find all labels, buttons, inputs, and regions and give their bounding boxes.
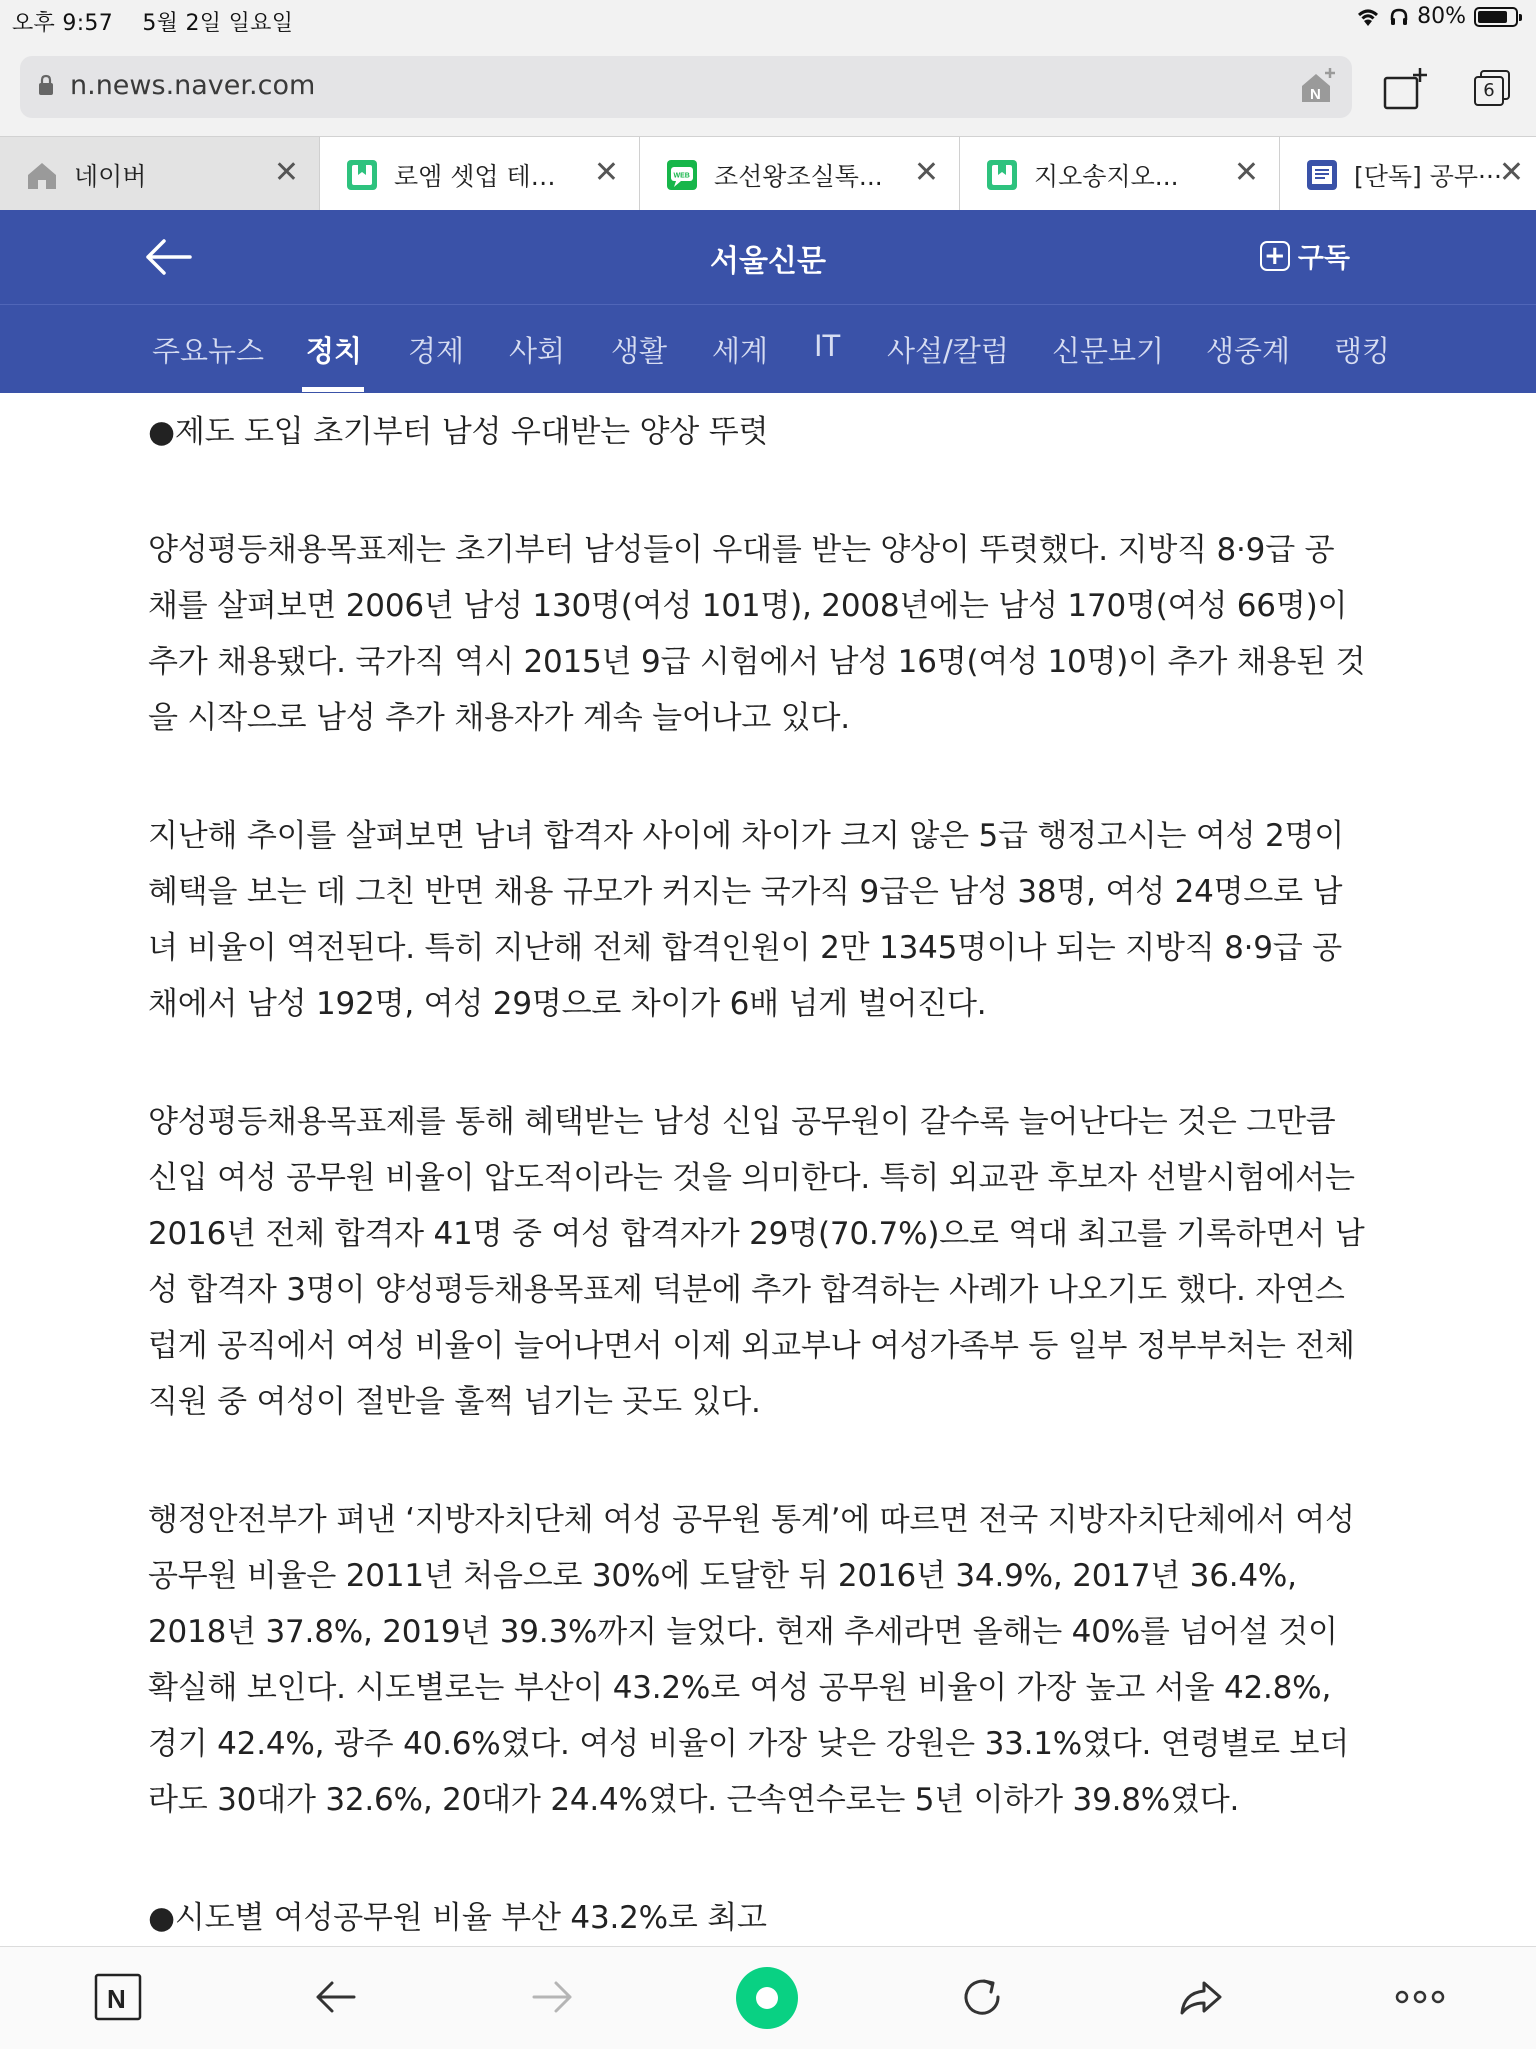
subscribe-label: 구독 [1297,243,1350,274]
paragraph-line: 지난해 추이를 살펴보면 남녀 합격자 사이에 차이가 크지 않은 5급 행정고시는 여성 2명이 [148,818,1345,854]
paragraph [148,522,1408,746]
close-icon[interactable]: ✕ [913,155,939,190]
paragraph-line: 채에서 남성 192명, 여성 29명으로 차이가 6배 넘게 벌어진다. [148,986,987,1022]
new-tab-icon[interactable] [1382,66,1430,114]
battery-percent: 80% [1417,4,1466,29]
tab-count: 6 [1474,76,1504,106]
address-bar[interactable] [20,56,1352,118]
close-icon[interactable]: ✕ [1498,155,1524,190]
nav-item[interactable]: 정치 [306,334,363,368]
naver-home-add-icon[interactable] [1298,66,1338,106]
paragraph-line: 2018년 37.8%, 2019년 39.3%까지 늘었다. 현재 추세라면 올해는 40%를 넘어설 것이 [148,1614,1338,1650]
paragraph-line: 확실해 보인다. 시도별로는 부산이 43.2%로 여성 공무원 비율이 가장 높고 서울 42.8%, [148,1670,1332,1706]
plus-icon: + [1260,241,1290,271]
nav-item[interactable]: 세계 [712,334,769,368]
paragraph-line: 추가 채용됐다. 국가직 역시 2015년 9급 시험에서 남성 16명(여성 10명)이 추가 채용된 것 [148,644,1366,680]
browser-address-area [0,40,1536,136]
paragraph-line: 경기 42.4%, 광주 40.6%였다. 여성 비율이 가장 낮은 강원은 33.1%였다. 연령별로 보더 [148,1726,1349,1762]
paragraph [148,1094,1408,1430]
svg-text:WEB: WEB [673,172,690,180]
nav-item[interactable]: 생활 [611,334,668,368]
bookmark-icon [346,159,378,191]
tab-title: 지오송지오... [1034,162,1179,191]
close-icon[interactable]: ✕ [1233,155,1259,190]
bookmark-icon [986,159,1018,191]
paragraph-line: 라도 30대가 32.6%, 20대가 24.4%였다. 근속연수로는 5년 이하가 39.8%였다. [148,1782,1240,1818]
close-icon[interactable]: ✕ [593,155,619,190]
nav-item[interactable]: 주요뉴스 [152,334,265,368]
browser-tab-2[interactable] [320,137,640,211]
wifi-icon [1355,6,1381,28]
article-body [148,404,1408,1946]
nav-item[interactable]: 신문보기 [1052,334,1165,368]
nav-item[interactable]: IT [814,329,841,363]
green-dot-button[interactable] [736,1967,798,2029]
svg-text:N: N [1310,86,1321,103]
paragraph-line: 럽게 공직에서 여성 비율이 늘어나면서 이제 외교부나 여성가족부 등 일부 정부부처는 전체 [148,1328,1355,1364]
section-heading: ●시도별 여성공무원 비율 부산 43.2%로 최고 [148,1900,767,1936]
paragraph [148,1492,1408,1828]
paragraph-line: 신입 여성 공무원 비율이 압도적이라는 것을 의미한다. 특히 외교관 후보자 선발시험에서는 [148,1160,1355,1196]
paragraph-line: 직원 중 여성이 절반을 훌쩍 넘기는 곳도 있다. [148,1384,761,1420]
nav-item[interactable]: 랭킹 [1334,334,1391,368]
status-right [1355,4,1518,29]
news-icon [1306,159,1338,191]
tab-title: 네이버 [74,162,147,191]
refresh-icon[interactable] [958,1973,1006,2021]
naver-n-icon[interactable] [94,1973,142,2021]
lock-icon [38,74,54,96]
home-icon [26,159,58,191]
paragraph [148,808,1408,1032]
category-nav [0,304,1536,393]
paragraph-line: 양성평등채용목표제를 통해 혜택받는 남성 신입 공무원이 갈수록 늘어난다는 것은 그만큼 [148,1104,1336,1140]
paragraph-line: 을 시작으로 남성 추가 채용자가 계속 늘어나고 있다. [148,700,850,736]
paragraph-line: 2016년 전체 합격자 41명 중 여성 합격자가 29명(70.7%)으로 역대 최고를 기록하면서 남 [148,1216,1365,1252]
paragraph-line: 성 합격자 3명이 양성평등채용목표제 덕분에 추가 합격하는 사례가 나오기도 했다. 자연스 [148,1272,1345,1308]
section-heading: ●제도 도입 초기부터 남성 우대받는 양상 뚜렷 [148,414,769,450]
tab-title: 조선왕조실톡... [714,162,883,191]
nav-item[interactable]: 사설/칼럼 [887,334,1009,368]
more-icon[interactable] [1392,1973,1448,2021]
subscribe-button[interactable] [1260,236,1350,275]
tab-title: [단독] 공무··· [1354,162,1502,191]
browser-tab-3[interactable] [640,137,960,211]
status-bar [0,0,1536,40]
tab-strip [0,136,1536,211]
paragraph-line: 채를 살펴보면 2006년 남성 130명(여성 101명), 2008년에는 남성 170명(여성 66명)이 [148,588,1348,624]
url-text: n.news.naver.com [70,70,316,101]
nav-item[interactable]: 경제 [408,334,465,368]
paragraph-line: 녀 비율이 역전된다. 특히 지난해 전체 합격인원이 2만 1345명이나 되는 지방직 8·9급 공 [148,930,1342,966]
nav-item[interactable]: 사회 [509,334,566,368]
close-icon[interactable]: ✕ [273,155,299,190]
nav-item[interactable]: 생중계 [1206,334,1291,368]
back-icon[interactable] [312,1973,360,2021]
status-left [12,6,293,37]
site-title[interactable]: 서울신문 [710,244,826,279]
bottom-toolbar [0,1946,1536,2049]
share-icon[interactable] [1176,1973,1224,2021]
site-header [0,210,1536,304]
forward-icon[interactable] [528,1973,576,2021]
battery-icon [1474,7,1518,27]
nav-active-underline [302,387,364,392]
status-time: 오후 9:57 [12,11,114,36]
paragraph-line: 양성평등채용목표제는 초기부터 남성들이 우대를 받는 양상이 뚜렷했다. 지방직 8·9급 공 [148,532,1335,568]
paragraph-line: 혜택을 보는 데 그친 반면 채용 규모가 커지는 국가직 9급은 남성 38명, 여성 24명으로 남 [148,874,1343,910]
tab-title: 로엠 셋업 테… [394,162,556,191]
tab-switcher-button[interactable] [1460,66,1508,114]
paragraph-line: 공무원 비율은 2011년 처음으로 30%에 도달한 뒤 2016년 34.9%, 2017년 36.4%, [148,1558,1297,1594]
browser-tab-4[interactable] [960,137,1280,211]
headphones-icon [1389,7,1409,27]
status-date: 5월 2일 일요일 [142,11,294,36]
svg-text:N: N [107,1984,126,2014]
browser-tab-5[interactable] [1280,137,1536,211]
paragraph-line: 행정안전부가 펴낸 ‘지방자치단체 여성 공무원 통계’에 따르면 전국 지방자치단체에서 여성 [148,1502,1355,1538]
browser-tab-1[interactable] [0,137,320,211]
webtoon-icon [666,159,698,191]
